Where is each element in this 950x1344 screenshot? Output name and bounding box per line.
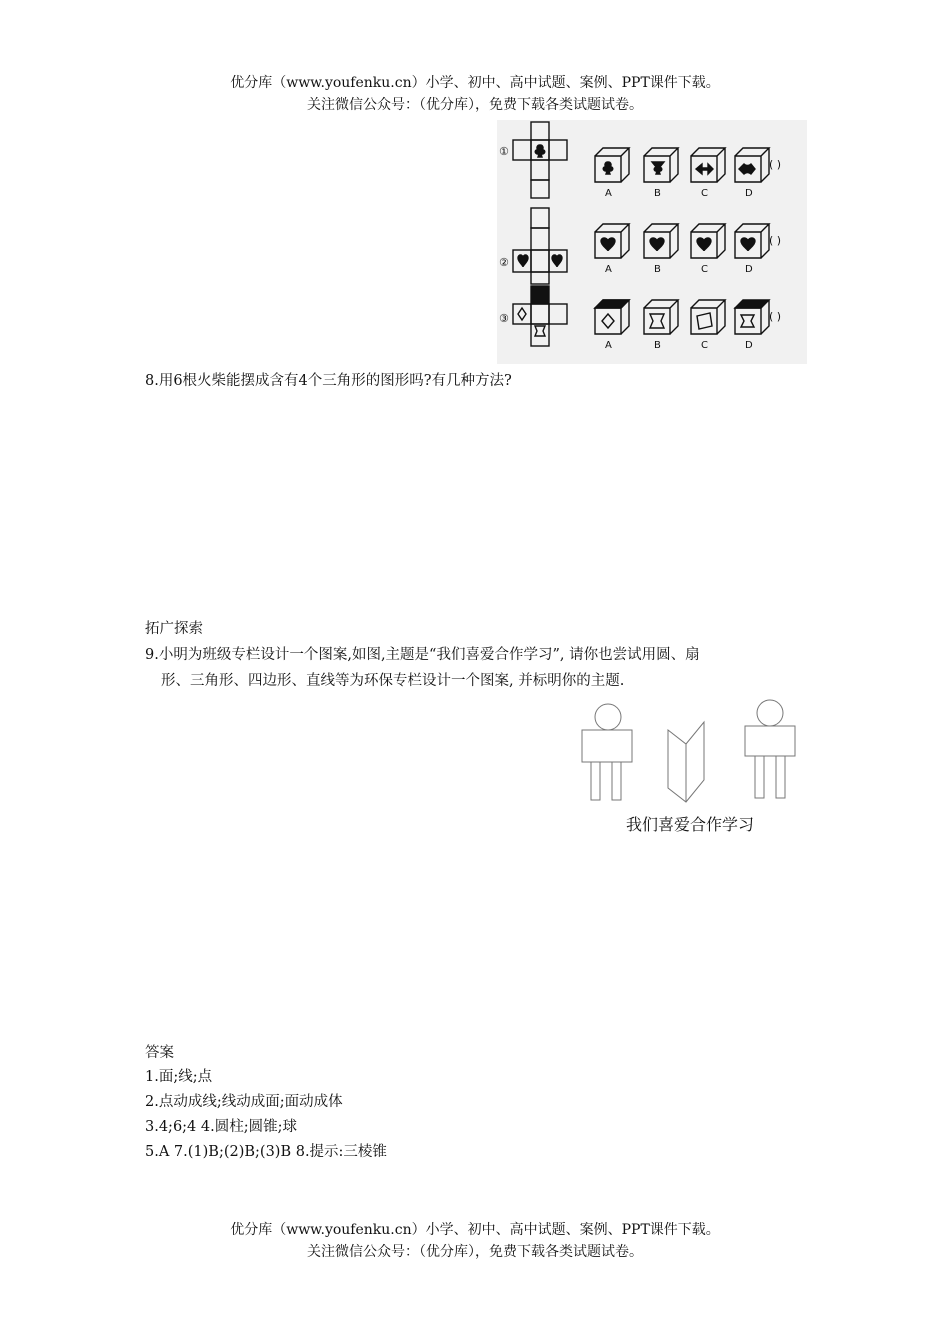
question-9 bbox=[145, 642, 810, 694]
row-2-answer-paren: ( ) bbox=[769, 234, 782, 247]
page-header bbox=[0, 72, 950, 116]
person-right-leg bbox=[776, 756, 785, 798]
person-left-body bbox=[582, 730, 632, 762]
answer-line: 1.面;线;点 bbox=[145, 1069, 213, 1085]
option-label: A bbox=[605, 264, 612, 275]
option-label: C bbox=[701, 264, 708, 275]
row-2-number: ② bbox=[499, 256, 509, 269]
answer-line: 5.A 7.(1)B;(2)B;(3)B 8.提示:三棱锥 bbox=[145, 1144, 387, 1160]
page-footer bbox=[0, 1219, 950, 1263]
answer-line: 3.4;6;4 4.圆柱;圆锥;球 bbox=[145, 1119, 297, 1135]
option-label: D bbox=[745, 264, 753, 275]
question-9-line-2: 形、三角形、四边形、直线等为环保专栏设计一个图案, 并标明你的主题. bbox=[161, 673, 625, 689]
person-right-head bbox=[757, 700, 783, 726]
poster-caption: 我们喜爱合作学习 bbox=[625, 815, 754, 834]
row-1-number: ① bbox=[499, 145, 509, 158]
option-label: C bbox=[701, 188, 708, 199]
option-label: C bbox=[701, 340, 708, 351]
person-left-head bbox=[595, 704, 621, 730]
question-8: 8.用6根火柴能摆成含有4个三角形的图形吗?有几种方法? bbox=[145, 373, 512, 389]
cube-net-figure bbox=[497, 120, 807, 364]
row-3-number: ③ bbox=[499, 312, 509, 325]
option-label: D bbox=[745, 340, 753, 351]
option-label: D bbox=[745, 188, 753, 199]
header-line-2: 关注微信公众号：（优分库），免费下载各类试题试卷。 bbox=[307, 97, 643, 113]
option-label: A bbox=[605, 340, 612, 351]
person-right-leg bbox=[755, 756, 764, 798]
option-label: A bbox=[605, 188, 612, 199]
header-line-1: 优分库（www.youfenku.cn）小学、初中、高中试题、案例、PPT课件下载。 bbox=[230, 75, 720, 91]
person-right-body bbox=[745, 726, 795, 756]
section-title-extension: 拓广探索 bbox=[145, 621, 203, 637]
person-left-leg bbox=[612, 762, 621, 800]
footer-line-1: 优分库（www.youfenku.cn）小学、初中、高中试题、案例、PPT课件下载。 bbox=[230, 1222, 720, 1238]
answer-line: 2.点动成线;线动成面;面动成体 bbox=[145, 1094, 343, 1110]
poster-figure bbox=[578, 696, 798, 806]
row-1-answer-paren: ( ) bbox=[769, 158, 782, 171]
footer-line-2: 关注微信公众号：（优分库），免费下载各类试题试卷。 bbox=[307, 1244, 643, 1260]
person-left-leg bbox=[591, 762, 600, 800]
row-3-answer-paren: ( ) bbox=[769, 310, 782, 323]
answers-title: 答案 bbox=[145, 1045, 174, 1061]
question-9-line-1: 9.小明为班级专栏设计一个图案,如图,主题是“我们喜爱合作学习”, 请你也尝试用圆、扇 bbox=[145, 647, 700, 663]
option-label: B bbox=[654, 264, 661, 275]
option-label: B bbox=[654, 340, 661, 351]
option-label: B bbox=[654, 188, 661, 199]
